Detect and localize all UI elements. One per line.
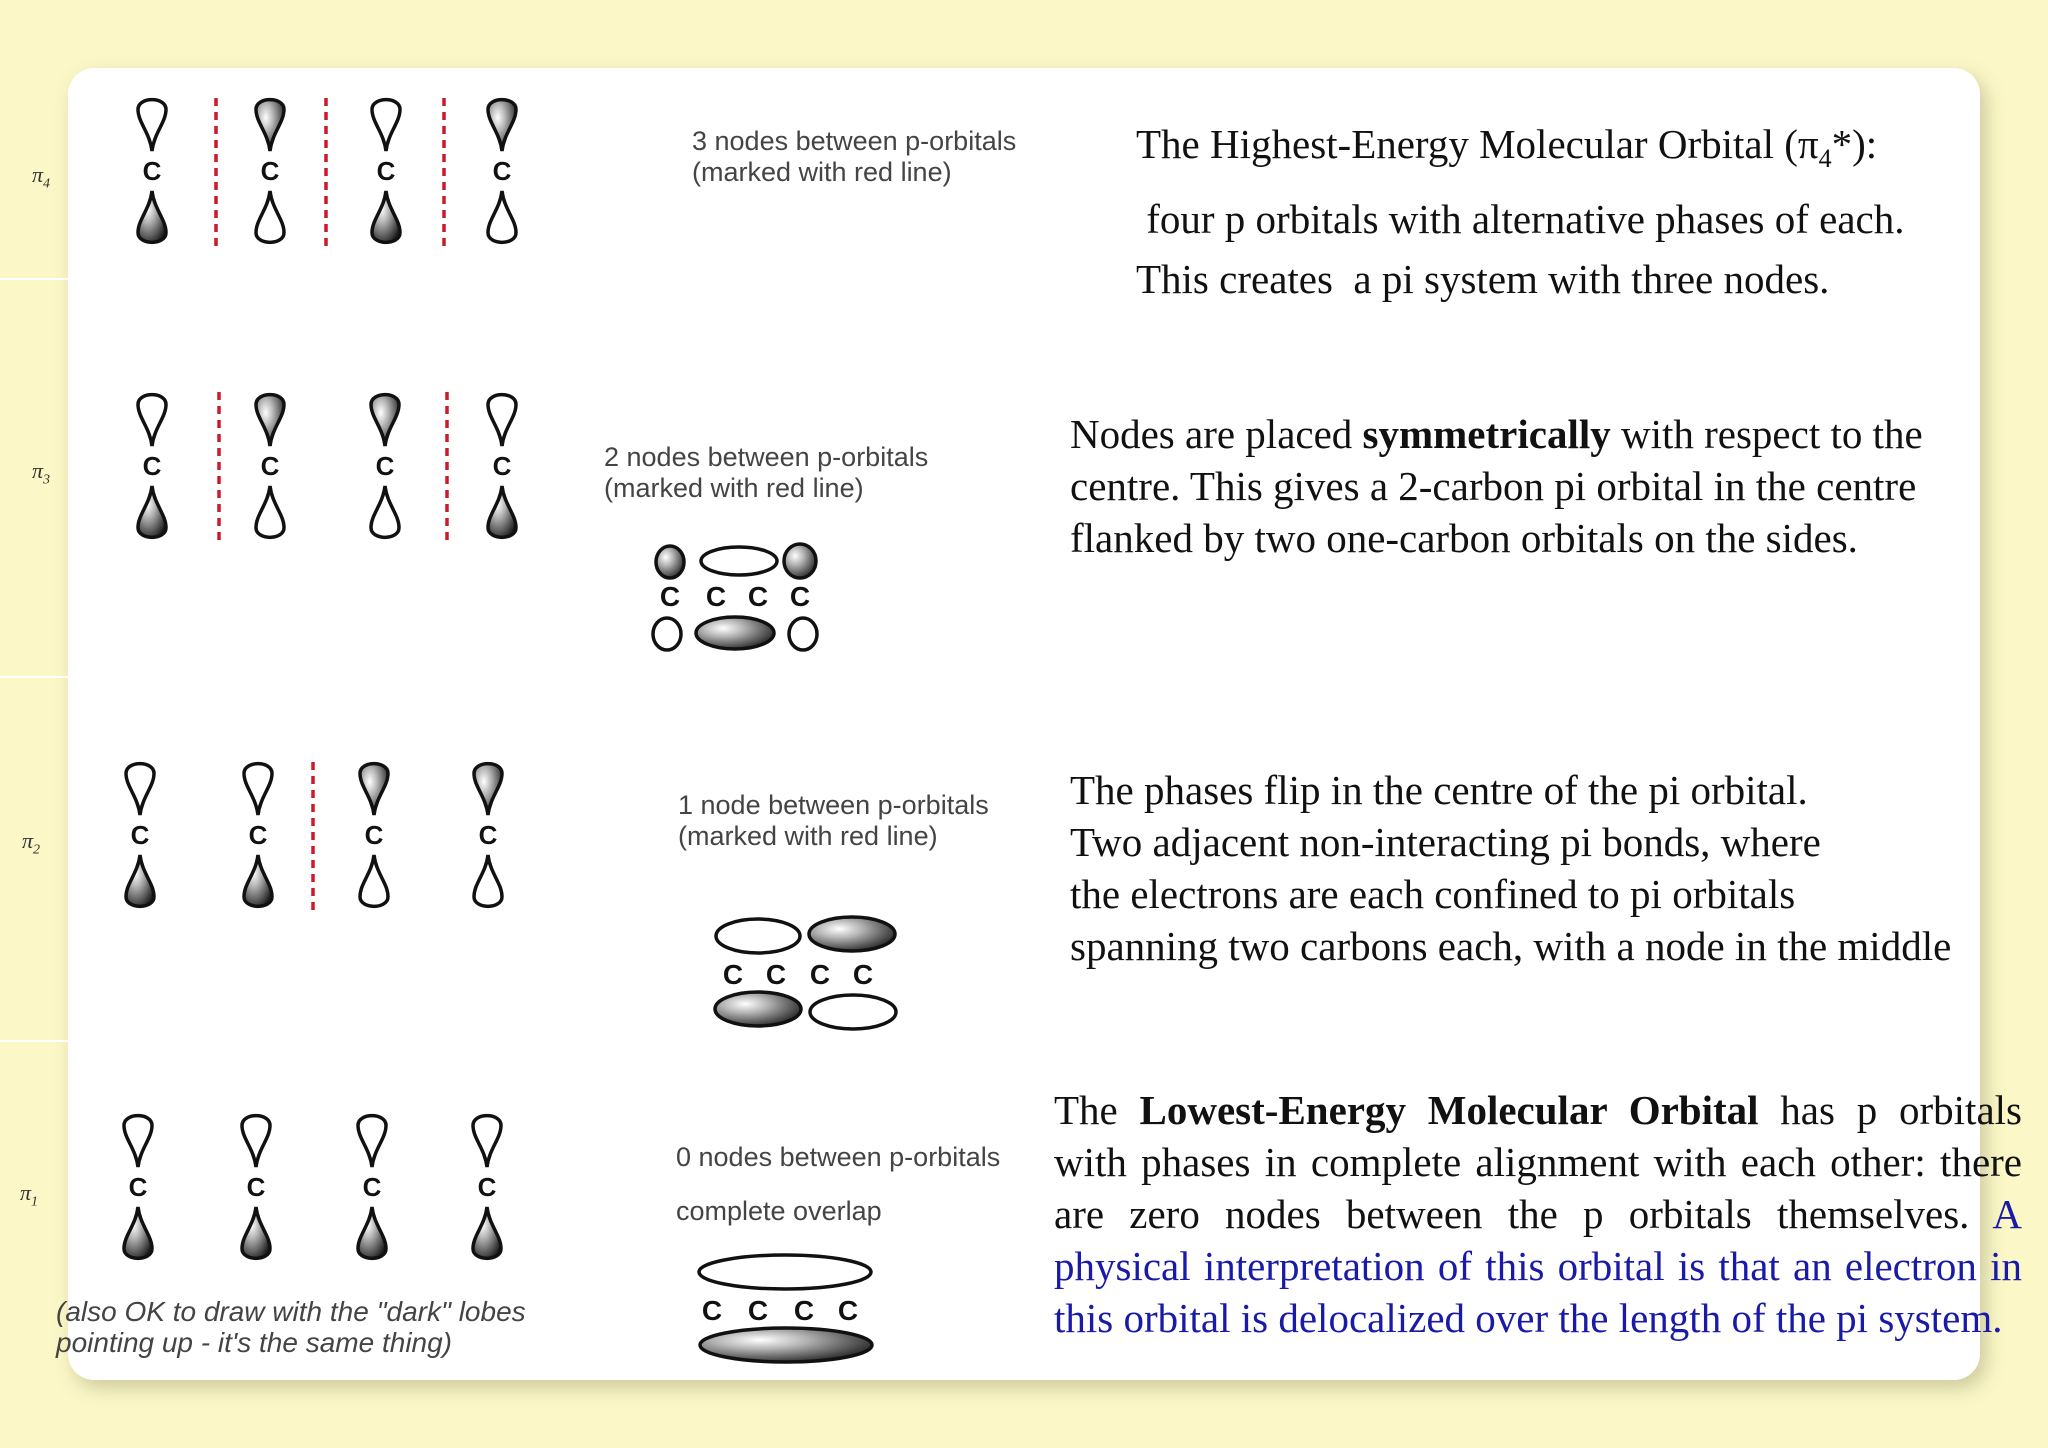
combined-lobe [696, 617, 774, 649]
carbon-label: C [142, 451, 162, 481]
p-orbital-lobe [256, 191, 284, 242]
p-orbital-lobe [473, 1116, 501, 1167]
carbon-label: C [260, 451, 280, 481]
carbon-label: C [248, 820, 268, 850]
p-orbital-lobe [256, 100, 284, 151]
carbon-label: C [376, 156, 396, 186]
description-pi4: The Highest-Energy Molecular Orbital $(\pi_4*)$: four p orbitals with alternative phases of each. This creates a pi system with three nodes. [1136, 121, 1905, 303]
p-orbital-lobe [126, 764, 154, 815]
p-orbital-lobe [488, 395, 516, 446]
p-orbital-lobe [358, 1116, 386, 1167]
carbon-label: C [362, 1172, 382, 1202]
p-orbital-lobe [488, 191, 516, 242]
carbon-label: C [142, 156, 162, 186]
p-orbital-lobe [138, 191, 166, 242]
p-orbital-lobe [360, 855, 388, 906]
p-orbital-lobe [242, 1207, 270, 1258]
carbon-label: C [477, 1172, 497, 1202]
nodes-label-pi4: 3 nodes between p-orbitals (marked with red line) [692, 126, 1017, 187]
carbon-label: C [246, 1172, 266, 1202]
p-orbital-lobe [372, 191, 400, 242]
p-orbital-lobe [372, 100, 400, 151]
p-orbital-lobe [124, 1116, 152, 1167]
p-orbital-lobe [138, 486, 166, 537]
level-label-pi3: $\pi_3$ [32, 458, 51, 488]
carbon-label: C [659, 581, 681, 612]
p-orbital-lobe [256, 486, 284, 537]
p-orbital-lobe [138, 100, 166, 151]
p-orbital-lobe [371, 395, 399, 446]
p-orbital-lobe [138, 395, 166, 446]
p-orbital-lobe [256, 395, 284, 446]
p-orbital-lobe [473, 1207, 501, 1258]
p-orbital-lobe [244, 855, 272, 906]
carbon-label: C [492, 156, 512, 186]
level-label-pi1: $\pi_1$ [20, 1180, 39, 1210]
carbon-label: C [747, 1295, 769, 1326]
carbon-label: C [260, 156, 280, 186]
carbon-label: C [130, 820, 150, 850]
nodes-label-pi1: 0 nodes between p-orbitals [676, 1142, 1001, 1172]
p-orbital-lobe [126, 855, 154, 906]
description-pi2: The phases flip in the centre of the pi orbital. Two adjacent non-interacting pi bonds, where the electrons are each confined to pi orbitals spanning two carbons each, with a node in the middle [1070, 767, 1952, 969]
p-orbital-lobe [371, 486, 399, 537]
physical-interpretation: A physical interpretation of this orbital is that an electron in this orbital is delocalized over the length of the pi system. [1054, 1191, 2022, 1341]
combined-lobe [656, 546, 684, 578]
p-orbital-lobe [124, 1207, 152, 1258]
combined-lobe [809, 917, 895, 951]
combined-lobe [653, 618, 681, 650]
carbon-label: C [837, 1295, 859, 1326]
combined-lobe [789, 618, 817, 650]
combined-lobe [810, 995, 896, 1029]
combined-lobe [784, 544, 816, 578]
nodes-label-pi3: 2 nodes between p-orbitals (marked with red line) [604, 442, 929, 503]
combined-lobe [701, 547, 777, 575]
description-pi3: Nodes are placed symmetrically with respect to the centre. This gives a 2-carbon pi orbital in the centre flanked by two one-carbon orbitals on the sides. [1070, 411, 1923, 561]
carbon-label: C [852, 959, 874, 990]
level-label-pi4: $\pi_4$ [32, 162, 51, 192]
carbon-label: C [765, 959, 787, 990]
p-orbital-lobe [488, 486, 516, 537]
carbon-label: C [375, 451, 395, 481]
carbon-label: C [793, 1295, 815, 1326]
combined-lobe [715, 992, 801, 1026]
combined-lobe [716, 919, 800, 953]
nodes-label-pi2: 1 node between p-orbitals (marked with red line) [678, 790, 989, 851]
carbon-label: C [789, 581, 811, 612]
carbon-label: C [701, 1295, 723, 1326]
drawing-note: (also OK to draw with the "dark" lobes pointing up - it's the same thing) [56, 1296, 526, 1358]
carbon-label: C [128, 1172, 148, 1202]
overlap-label-pi1: complete overlap [676, 1196, 882, 1226]
carbon-label: C [478, 820, 498, 850]
level-label-pi2: $\pi_2$ [22, 828, 41, 858]
p-orbital-lobe [360, 764, 388, 815]
p-orbital-lobe [358, 1207, 386, 1258]
combined-lobe [700, 1328, 872, 1362]
p-orbital-lobe [244, 764, 272, 815]
carbon-label: C [364, 820, 384, 850]
carbon-label: C [809, 959, 831, 990]
carbon-label: C [492, 451, 512, 481]
combined-lobe [699, 1255, 871, 1289]
p-orbital-lobe [488, 100, 516, 151]
carbon-label: C [747, 581, 769, 612]
p-orbital-lobe [474, 764, 502, 815]
carbon-label: C [722, 959, 744, 990]
carbon-label: C [705, 581, 727, 612]
p-orbital-lobe [242, 1116, 270, 1167]
p-orbital-lobe [474, 855, 502, 906]
description-pi1: The Lowest-Energy Molecular Orbital has p orbitals with phases in complete alignment with each other: there are zero nodes between the p orbitals themselves. A physical interpretation of this orbital is that an electron in this orbital is delocalized over the length of the pi system. [1054, 1087, 2022, 1341]
